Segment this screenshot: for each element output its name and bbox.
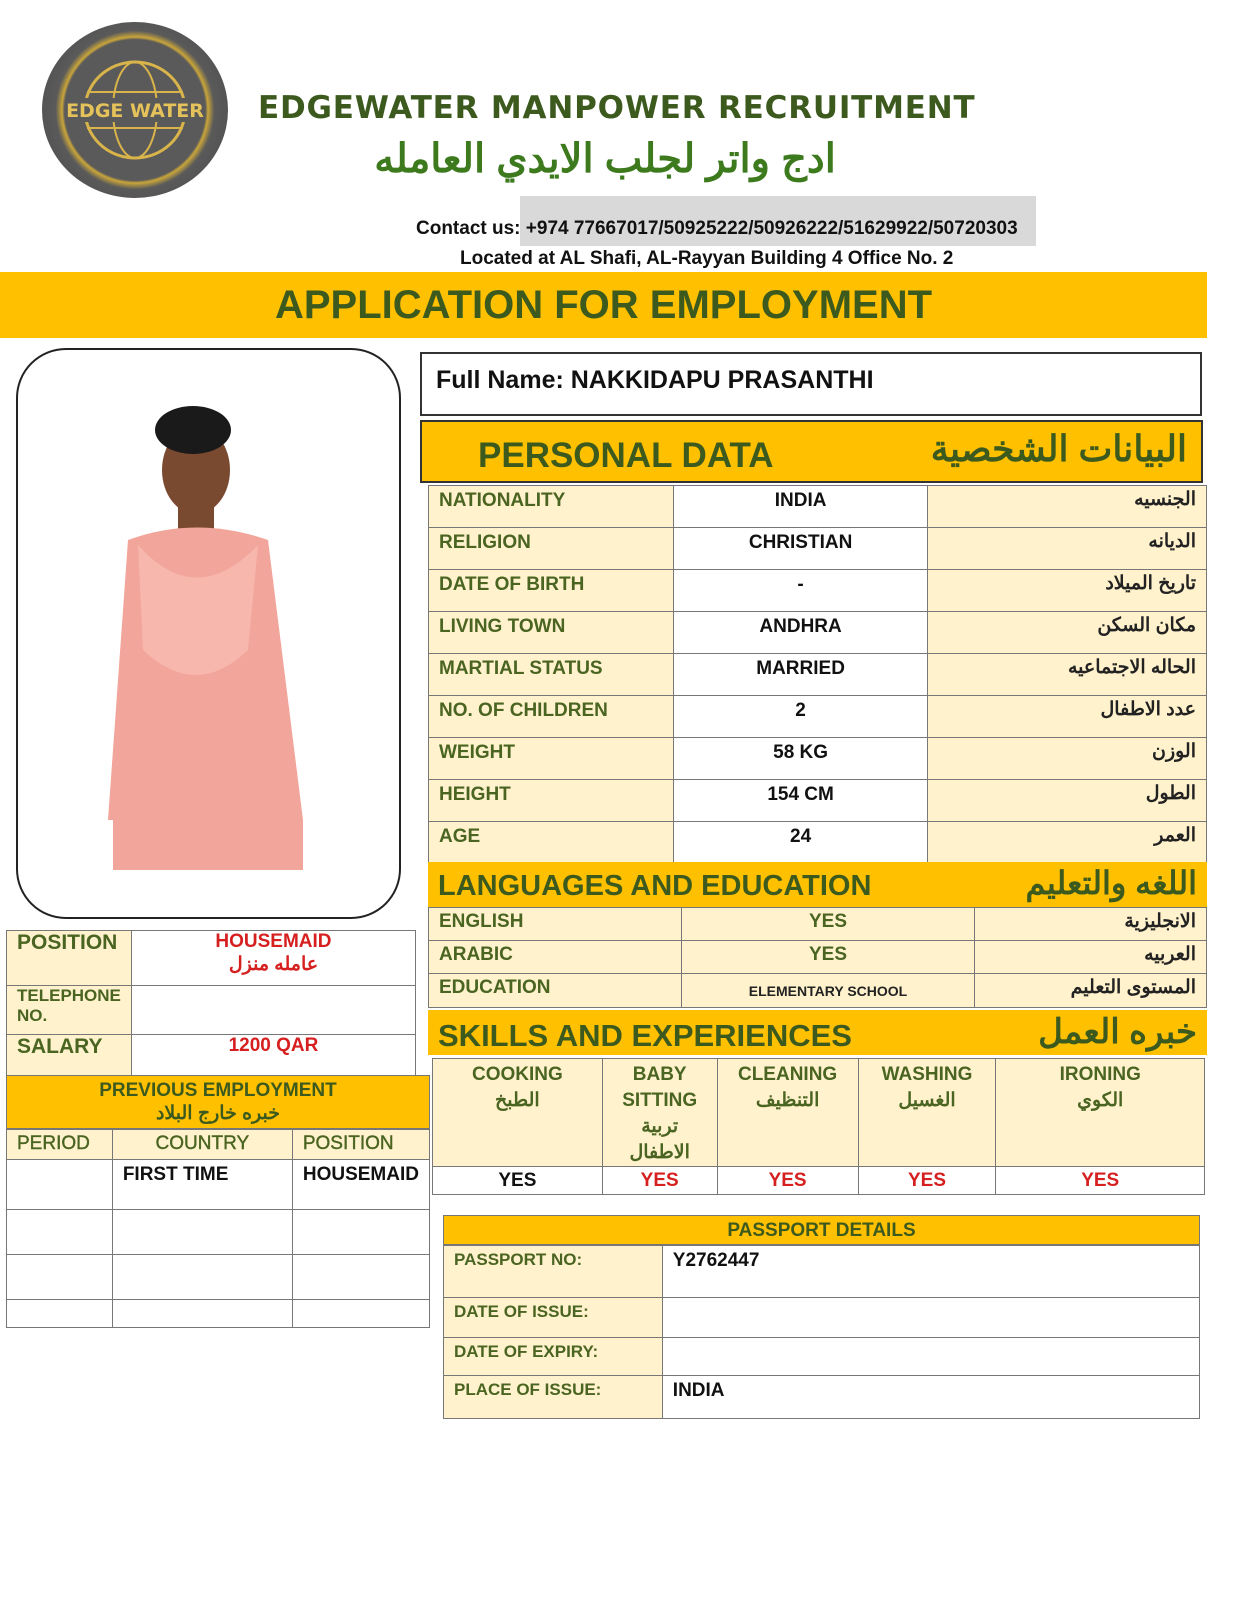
passport-row xyxy=(444,1376,1200,1419)
person-photo-icon xyxy=(18,350,401,919)
contact-label: Contact us: xyxy=(416,218,521,239)
full-name-box xyxy=(420,352,1202,416)
company-name-ar: ادج واتر لجلب الايدي العامله xyxy=(374,137,836,181)
previous-employment-table xyxy=(6,1129,430,1328)
company-name-en: EDGEWATER MANPOWER RECRUITMENT xyxy=(258,90,976,126)
field-label: NO. OF CHILDREN xyxy=(429,696,674,738)
languages-title: LANGUAGES AND EDUCATION xyxy=(438,870,872,902)
previous-employment-header-row xyxy=(7,1130,430,1160)
job-table xyxy=(6,930,416,1076)
page-title: APPLICATION FOR EMPLOYMENT xyxy=(274,282,933,327)
field-label: AGE xyxy=(429,822,674,864)
column-header: COUNTRY xyxy=(112,1130,292,1160)
skill-value: YES xyxy=(433,1167,603,1195)
skill-value: YES xyxy=(602,1167,717,1195)
salary-value: 1200 QAR xyxy=(131,1035,415,1076)
personal-data-title: PERSONAL DATA xyxy=(478,436,774,475)
language-value: YES xyxy=(681,908,975,941)
languages-header xyxy=(428,862,1207,907)
field-label-ar: الوزن xyxy=(928,738,1207,780)
skill-name xyxy=(858,1059,996,1167)
language-row xyxy=(429,941,1207,974)
field-label: LIVING TOWN xyxy=(429,612,674,654)
personal-data-row xyxy=(429,654,1207,696)
full-name: Full Name: NAKKIDAPU PRASANTHI xyxy=(436,366,874,394)
skill-name xyxy=(602,1059,717,1167)
skill-name xyxy=(996,1059,1205,1167)
field-label-ar: تاريخ الميلاد xyxy=(928,570,1207,612)
language-label: ENGLISH xyxy=(429,908,682,941)
previous-employment-row xyxy=(7,1160,430,1210)
contact-line xyxy=(416,218,1018,240)
language-row xyxy=(429,974,1207,1008)
table-cell: HOUSEMAID xyxy=(292,1160,429,1210)
language-label: ARABIC xyxy=(429,941,682,974)
previous-employment-header xyxy=(6,1075,430,1129)
skill-label-ar: التنظيف xyxy=(755,1090,820,1111)
location-line: Located at AL Shafi, AL-Rayyan Building 4 Office No. 2 xyxy=(460,248,954,269)
field-value: 154 CM xyxy=(673,780,928,822)
passport-label: PLACE OF ISSUE: xyxy=(444,1376,663,1419)
skills-header xyxy=(428,1010,1207,1055)
skill-value: YES xyxy=(996,1167,1205,1195)
contact-numbers: +974 77667017/50925222/50926222/51629922/50720303 xyxy=(525,218,1018,239)
field-value: MARRIED xyxy=(673,654,928,696)
telephone-label: TELEPHONE NO. xyxy=(7,986,132,1035)
field-label: DATE OF BIRTH xyxy=(429,570,674,612)
field-label-ar: عدد الاطفال xyxy=(928,696,1207,738)
skill-value: YES xyxy=(858,1167,996,1195)
language-row xyxy=(429,908,1207,941)
field-label-ar: الطول xyxy=(928,780,1207,822)
table-cell xyxy=(7,1160,113,1210)
table-cell xyxy=(292,1300,429,1328)
field-label: HEIGHT xyxy=(429,780,674,822)
language-label-ar: المستوى التعليم xyxy=(975,974,1207,1008)
table-cell xyxy=(112,1300,292,1328)
passport-row xyxy=(444,1298,1200,1338)
field-label-ar: الحاله الاجتماعيه xyxy=(928,654,1207,696)
passport-label: DATE OF ISSUE: xyxy=(444,1298,663,1338)
passport-table xyxy=(443,1245,1200,1419)
language-label-ar: الانجليزية xyxy=(975,908,1207,941)
skill-label-ar: الكوي xyxy=(1077,1090,1124,1111)
field-label-ar: الديانه xyxy=(928,528,1207,570)
personal-data-row xyxy=(429,822,1207,864)
table-cell xyxy=(7,1210,113,1255)
field-label-ar: مكان السكن xyxy=(928,612,1207,654)
field-value: - xyxy=(673,570,928,612)
skill-label-en: COOKING xyxy=(471,1064,563,1085)
skill-label-en: BABY SITTING xyxy=(622,1064,698,1111)
column-header: PERIOD xyxy=(7,1130,113,1160)
field-value: 2 xyxy=(673,696,928,738)
previous-employment-row xyxy=(7,1210,430,1255)
language-label-ar: العربيه xyxy=(975,941,1207,974)
personal-data-row xyxy=(429,528,1207,570)
passport-row xyxy=(444,1338,1200,1376)
previous-employment-row xyxy=(7,1255,430,1300)
telephone-value xyxy=(131,986,415,1035)
personal-data-row xyxy=(429,738,1207,780)
skills-title-ar: خبره العمل xyxy=(1038,1013,1197,1051)
skill-value: YES xyxy=(717,1167,858,1195)
skills-title: SKILLS AND EXPERIENCES xyxy=(438,1018,852,1053)
company-logo xyxy=(42,22,228,198)
table-cell xyxy=(292,1210,429,1255)
personal-data-table xyxy=(428,485,1207,864)
position-label: POSITION xyxy=(7,931,132,986)
previous-employment-title: PREVIOUS EMPLOYMENT xyxy=(99,1080,337,1101)
passport-header xyxy=(443,1215,1200,1245)
table-cell xyxy=(7,1255,113,1300)
passport-label: DATE OF EXPIRY: xyxy=(444,1338,663,1376)
personal-data-row xyxy=(429,780,1207,822)
skill-label-ar: تربية الاطفال xyxy=(629,1116,690,1163)
field-value: INDIA xyxy=(673,486,928,528)
previous-employment-row xyxy=(7,1300,430,1328)
skill-label-ar: الطبخ xyxy=(495,1090,540,1111)
field-label-ar: العمر xyxy=(928,822,1207,864)
field-value: ANDHRA xyxy=(673,612,928,654)
language-value: YES xyxy=(681,941,975,974)
salary-label: SALARY xyxy=(7,1035,132,1076)
skill-label-en: WASHING xyxy=(881,1064,973,1085)
skills-table xyxy=(432,1058,1205,1195)
previous-employment-title-ar: خبره خارج البلاد xyxy=(155,1103,281,1124)
field-label: MARTIAL STATUS xyxy=(429,654,674,696)
column-header: POSITION xyxy=(292,1130,429,1160)
personal-data-row xyxy=(429,696,1207,738)
skill-name xyxy=(433,1059,603,1167)
personal-data-header xyxy=(420,420,1203,483)
skill-label-en: CLEANING xyxy=(737,1064,838,1085)
skill-label-en: IRONING xyxy=(1059,1064,1141,1085)
personal-data-row xyxy=(429,612,1207,654)
position-value-ar: عامله منزل xyxy=(228,954,319,975)
language-value: ELEMENTARY SCHOOL xyxy=(681,974,975,1008)
passport-value: INDIA xyxy=(662,1376,1199,1419)
skill-name xyxy=(717,1059,858,1167)
skills-value-row xyxy=(433,1167,1205,1195)
field-value: 58 KG xyxy=(673,738,928,780)
passport-value xyxy=(662,1338,1199,1376)
skills-header-row xyxy=(433,1059,1205,1167)
languages-table xyxy=(428,907,1207,1008)
passport-title: PASSPORT DETAILS xyxy=(727,1220,916,1241)
passport-row xyxy=(444,1246,1200,1298)
table-cell xyxy=(7,1300,113,1328)
field-label: WEIGHT xyxy=(429,738,674,780)
title-banner xyxy=(0,272,1207,338)
language-label: EDUCATION xyxy=(429,974,682,1008)
table-cell: FIRST TIME xyxy=(112,1160,292,1210)
table-cell xyxy=(112,1255,292,1300)
logo-text: EDGE WATER xyxy=(66,100,204,122)
position-value: HOUSEMAID xyxy=(215,931,332,952)
applicant-photo xyxy=(16,348,401,919)
passport-label: PASSPORT NO: xyxy=(444,1246,663,1298)
passport-value: Y2762447 xyxy=(662,1246,1199,1298)
personal-data-row xyxy=(429,486,1207,528)
field-value: 24 xyxy=(673,822,928,864)
table-cell xyxy=(292,1255,429,1300)
languages-title-ar: اللغه والتعليم xyxy=(1025,865,1197,901)
passport-value xyxy=(662,1298,1199,1338)
field-value: CHRISTIAN xyxy=(673,528,928,570)
personal-data-title-ar: البيانات الشخصية xyxy=(930,428,1187,469)
field-label: RELIGION xyxy=(429,528,674,570)
field-label: NATIONALITY xyxy=(429,486,674,528)
skill-label-ar: الغسيل xyxy=(898,1090,956,1111)
table-cell xyxy=(112,1210,292,1255)
field-label-ar: الجنسيه xyxy=(928,486,1207,528)
personal-data-row xyxy=(429,570,1207,612)
